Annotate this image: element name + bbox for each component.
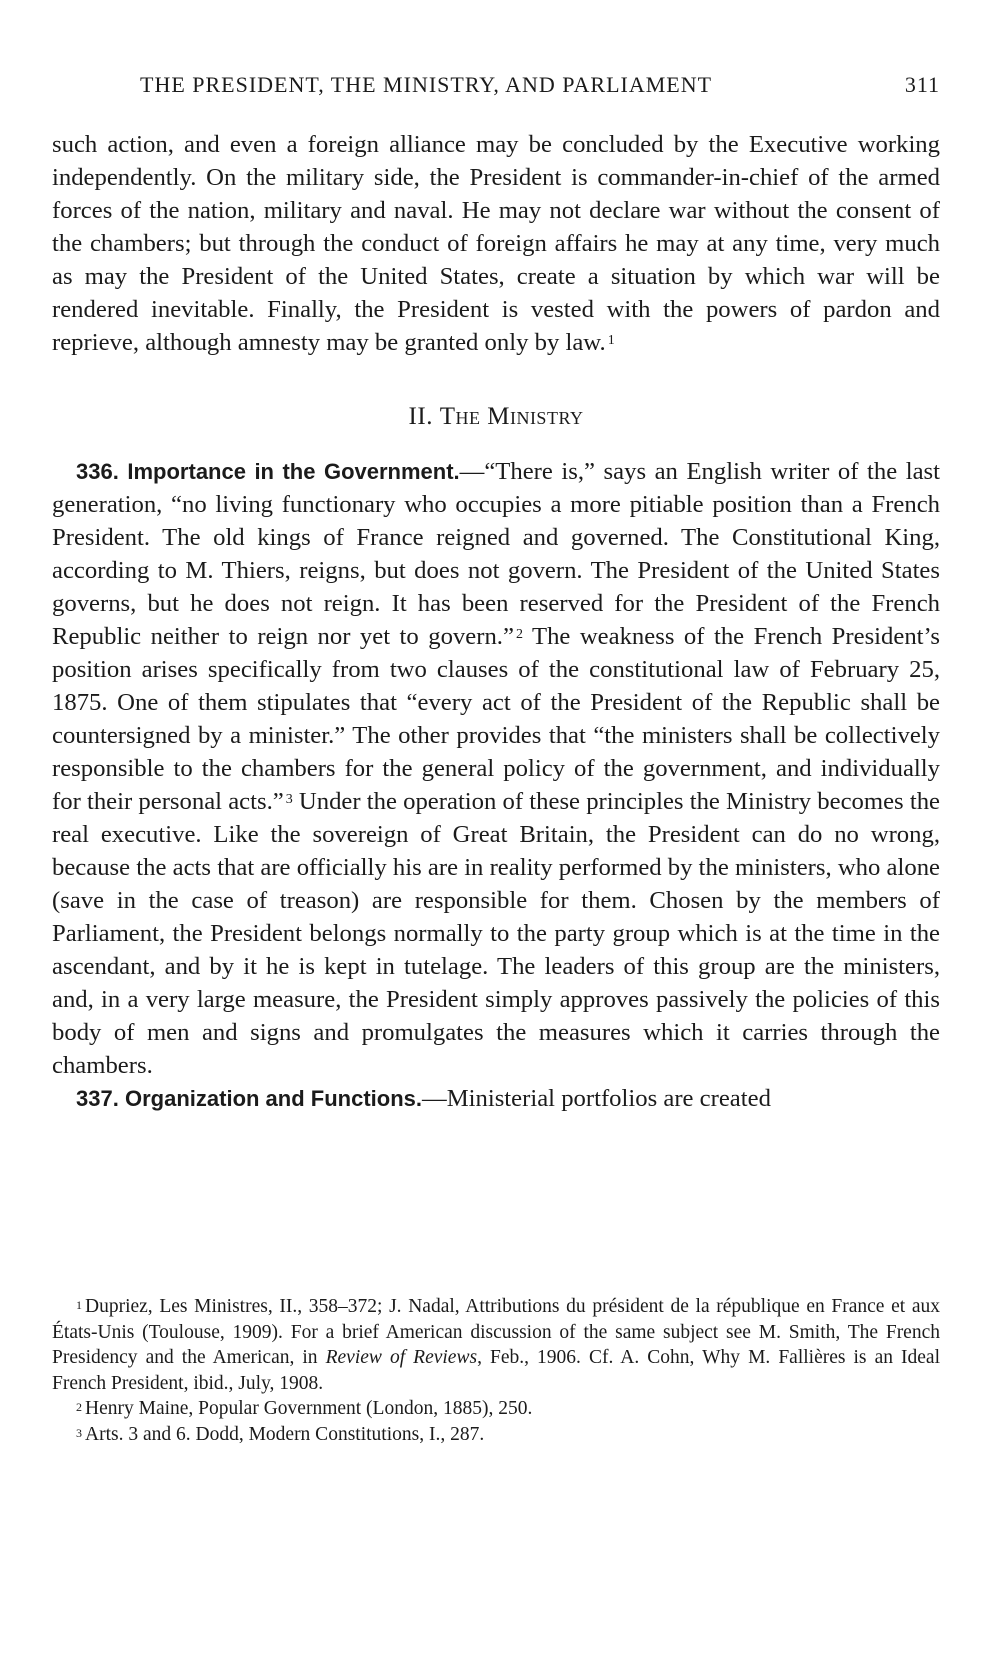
footnote-marker: 2 bbox=[76, 1400, 82, 1414]
section-number: 336. bbox=[76, 459, 119, 484]
footnote-marker: 3 bbox=[76, 1425, 82, 1440]
section-text: The weakness of the French President’s position arises specifically from two clauses of the constitutional law of February 25, 1875. One of them stipulates that “every act of the President of the Republic shall be countersigned by a minister.” The other provides that “the ministers shall be collectively responsible to the chambers for the general policy of the government, and individually for their personal acts.” bbox=[52, 623, 941, 815]
section-text: —Ministerial portfolios are created bbox=[422, 1085, 771, 1112]
footnote-ref-3: 3 bbox=[285, 792, 293, 807]
section-title: Importance in the Government. bbox=[127, 459, 460, 484]
heading-numeral: II. bbox=[408, 403, 433, 430]
footnote-ref-1: 1 bbox=[607, 333, 615, 348]
section-number: 337. bbox=[76, 1086, 119, 1111]
footnotes bbox=[52, 1294, 940, 1447]
paragraph-continuation bbox=[52, 128, 940, 359]
section-title: Organization and Functions. bbox=[125, 1086, 422, 1111]
running-head bbox=[140, 72, 940, 106]
footnote-text: Arts. 3 and 6. Dodd, Modern Constitutions, I., 287. bbox=[85, 1423, 485, 1445]
footnote-text: Henry Maine, Popular Government (London, 1885), 250. bbox=[85, 1398, 533, 1419]
running-head-title: THE PRESIDENT, THE MINISTRY, AND PARLIAMENT bbox=[140, 72, 713, 97]
footnote-ref-2: 2 bbox=[515, 627, 523, 642]
body-text bbox=[52, 128, 940, 1115]
footnote-text: , Feb., 1906. Cf. A. Cohn, Why M. Fallières is an Ideal French President, ibid., July, 1908. bbox=[52, 1347, 940, 1394]
paragraph-text: such action, and even a foreign alliance may be concluded by the Executive working independently. On the military side, the President is commander-in-chief of the armed forces of the nation, military and naval. He may not declare war without the consent of the chambers; but through the conduct of foreign affairs he may at any time, very much as may the President of the United States, create a situation by which war will be rendered inevitable. Finally, the President is vested with the powers of pardon and reprieve, although amnesty may be granted only by law. bbox=[52, 131, 940, 356]
footnote-italic-title: Review of Reviews bbox=[325, 1347, 478, 1368]
footnote-2 bbox=[52, 1396, 940, 1422]
footnote-3 bbox=[52, 1422, 940, 1448]
footnote-text: Dupriez, Les Ministres, II., 358–372; J. Nadal, Attributions du président de la république en France et aux États-Unis (Toulouse, 1909). For a brief American discussion of the same subject see M. Smith, The French Presidency and the American, in bbox=[52, 1296, 940, 1368]
footnote-1 bbox=[52, 1294, 940, 1396]
footnote-marker: 1 bbox=[76, 1298, 82, 1312]
section-text: —“There is,” says an English writer of the last generation, “no living functionary who occupies a more pitiable position than a French President. The old kings of France reigned and governed. The Constitutional King, according to M. Thiers, reigns, but does not govern. The President of the United States governs, but he does not reign. It has been reserved for the President of the French Republic neither to reign nor yet to govern.” bbox=[52, 458, 940, 650]
section-heading bbox=[52, 400, 940, 433]
section-336 bbox=[52, 455, 940, 1082]
section-text: Under the operation of these principles the Ministry becomes the real executive. Like the sovereign of Great Britain, the President can do no wrong, because the acts that are officially his are in reality performed by the ministers, who alone (save in the case of treason) are responsible for them. Chosen by the members of Parliament, the President belongs normally to the party group which is at the time in the ascendant, and by it he is kept in tutelage. The leaders of this group are the ministers, and, in a very large measure, the President simply approves passively the policies of this body of men and signs and promulgates the measures which it carries through the chambers. bbox=[52, 788, 940, 1079]
page-number: 311 bbox=[904, 72, 940, 97]
section-337 bbox=[52, 1082, 940, 1115]
heading-text: The Ministry bbox=[439, 403, 584, 430]
